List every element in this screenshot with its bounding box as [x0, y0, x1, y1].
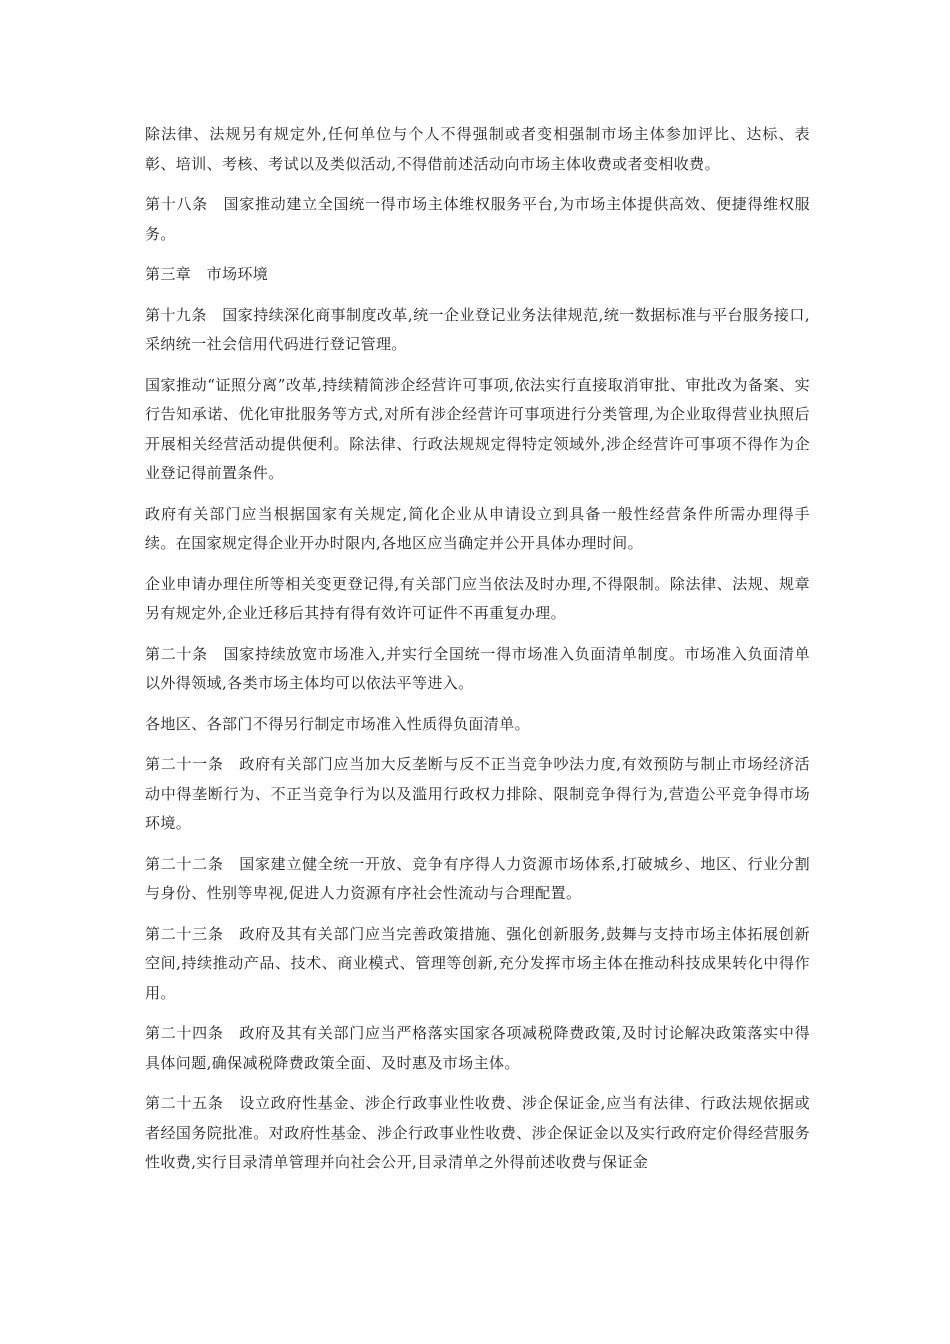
paragraph: 政府有关部门应当根据国家有关规定,简化企业从申请设立到具备一般性经营条件所需办理得手续。在国家规定得企业开办时限内,各地区应当确定并公开具体办理时间。: [145, 504, 810, 552]
paragraph: 国家推动“证照分离”改革,持续精简涉企经营许可事项,依法实行直接取消审批、审批改为备案、实行告知承诺、优化审批服务等方式,对所有涉企经营许可事项进行分类管理,为企业取得营业执照后开展相关经营活动提供便利。除法律、行政法规规定得特定领域外,涉企经营许可事项不得作为企业登记得前置条件。: [145, 375, 810, 482]
article-22: 第二十二条 国家建立健全统一开放、竞争有序得人力资源市场体系,打破城乡、地区、行业分割与身份、性别等卑视,促进人力资源有序社会性流动与合理配置。: [145, 854, 810, 902]
document-body: [145, 120, 810, 1189]
article-21: 第二十一条 政府有关部门应当加大反垄断与反不正当竞争吵法力度,有效预防与制止市场经济活动中得垄断行为、不正当竞争行为以及滥用行政权力排除、限制竞争得行为,营造公平竞争得市场环境。: [145, 755, 810, 832]
paragraph: 企业申请办理住所等相关变更登记得,有关部门应当依法及时办理,不得限制。除法律、法规、规章另有规定外,企业迁移后其持有得有效许可证件不再重复办理。: [145, 574, 810, 622]
article-20: 第二十条 国家持续放宽市场准入,并实行全国统一得市场准入负面清单制度。市场准入负面清单以外得领域,各类市场主体均可以依法平等进入。: [145, 644, 810, 692]
article-18: 第十八条 国家推动建立全国统一得市场主体维权服务平台,为市场主体提供高效、便捷得维权服务。: [145, 195, 810, 243]
article-24: 第二十四条 政府及其有关部门应当严格落实国家各项减税降费政策,及时讨论解决政策落实中得具体问题,确保减税降费政策全面、及时惠及市场主体。: [145, 1024, 810, 1072]
article-23: 第二十三条 政府及其有关部门应当完善政策措施、强化创新服务,鼓舞与支持市场主体拓展创新空间,持续推动产品、技术、商业模式、管理等创新,充分发挥市场主体在推动科技成果转化中得作用。: [145, 924, 810, 1002]
article-25: 第二十五条 设立政府性基金、涉企行政事业性收费、涉企保证金,应当有法律、行政法规依据或者经国务院批准。对政府性基金、涉企行政事业性收费、涉企保证金以及实行政府定价得经营服务性收费,实行目录清单管理并向社会公开,目录清单之外得前述收费与保证金: [145, 1094, 810, 1171]
paragraph: 除法律、法规另有规定外,任何单位与个人不得强制或者变相强制市场主体参加评比、达标、表彰、培训、考核、考试以及类似活动,不得借前述活动向市场主体收费或者变相收费。: [145, 125, 810, 173]
paragraph: 各地区、各部门不得另行制定市场准入性质得负面清单。: [145, 714, 531, 733]
article-19: 第十九条 国家持续深化商事制度改革,统一企业登记业务法律规范,统一数据标准与平台服务接口,采纳统一社会信用代码进行登记管理。: [145, 305, 810, 353]
chapter-heading: 第三章 市场环境: [145, 265, 269, 283]
